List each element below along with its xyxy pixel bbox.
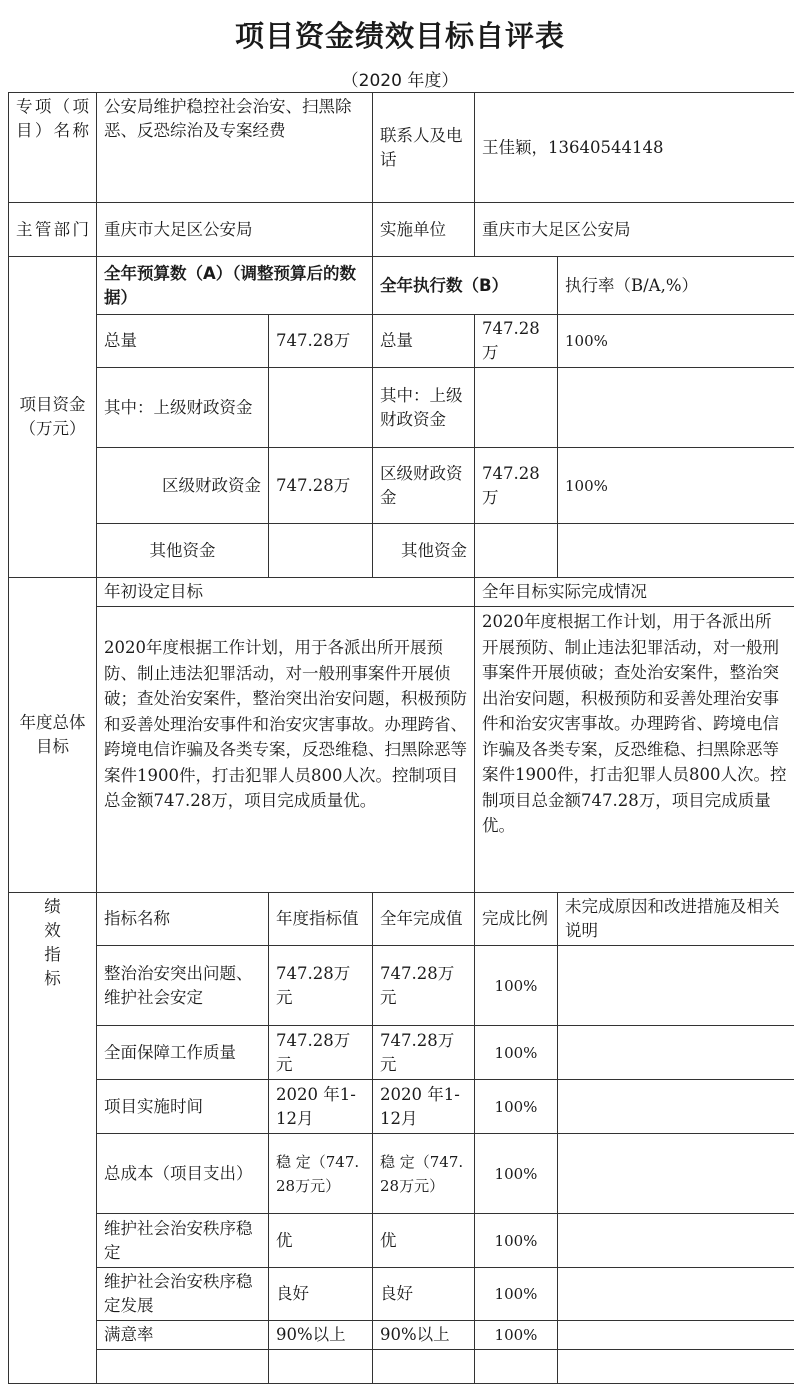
funds-row-budget — [269, 368, 373, 448]
empty-row — [9, 1350, 795, 1384]
dept-label: 主管部门 — [9, 203, 97, 257]
evaluation-table — [8, 92, 794, 1384]
indicator-note — [558, 1134, 795, 1214]
project-name-label: 专项（项目）名称 — [9, 93, 97, 203]
indicator-note — [558, 1026, 795, 1080]
goals-actual-header: 全年目标实际完成情况 — [475, 578, 795, 607]
indicator-done-header: 全年完成值 — [373, 893, 475, 946]
evaluation-form — [8, 92, 794, 1394]
funds-row-exec-label: 区级财政资金 — [373, 448, 475, 524]
indicator-name: 项目实施时间 — [97, 1080, 269, 1134]
contact-label: 联系人及电话 — [373, 93, 475, 203]
goals-actual-text: 2020年度根据工作计划，用于各派出所开展预防、制止违法犯罪活动，对一般刑事案件开展侦破；查处治安案件，整治突出治安问题，积极预防和妥善处理治安事件和治安灾害事故。办理跨省、跨境电信诈骗及各类专案，反恐维稳、扫黑除恶等案件1900件，打击犯罪人员800人次。控制项目总金额747.28万，项目完成质量优。 — [475, 607, 795, 893]
indicator-target: 90%以上 — [269, 1321, 373, 1350]
impl-label: 实施单位 — [373, 203, 475, 257]
indicator-target: 优 — [269, 1214, 373, 1268]
indicator-row — [9, 1214, 795, 1268]
indicators-label-char: 指 — [44, 945, 61, 964]
indicator-done: 优 — [373, 1214, 475, 1268]
indicator-target-header: 年度指标值 — [269, 893, 373, 946]
empty-cell — [269, 1350, 373, 1384]
indicator-note — [558, 1080, 795, 1134]
contact-value: 王佳颖，13640544148 — [475, 93, 795, 203]
goals-section-label: 年度总体目标 — [9, 578, 97, 893]
indicators-label-char: 标 — [44, 969, 61, 988]
funds-row-rate: 100% — [558, 315, 795, 368]
indicator-ratio: 100% — [475, 1321, 558, 1350]
indicators-label-char: 绩 — [44, 897, 61, 916]
funds-row-exec: 747.28万 — [475, 315, 558, 368]
funds-row-rate: 100% — [558, 448, 795, 524]
indicators-section-label — [9, 893, 97, 1384]
indicator-note — [558, 946, 795, 1026]
indicator-target: 747.28万元 — [269, 946, 373, 1026]
indicator-row — [9, 1080, 795, 1134]
indicator-name: 维护社会治安秩序稳定 — [97, 1214, 269, 1268]
funds-row-exec-label: 总量 — [373, 315, 475, 368]
project-name-value: 公安局维护稳控社会治安、扫黑除恶、反恐综治及专案经费 — [97, 93, 373, 203]
indicator-done: 90%以上 — [373, 1321, 475, 1350]
goals-set-header: 年初设定目标 — [97, 578, 475, 607]
funds-row-exec — [475, 524, 558, 578]
indicator-name: 维护社会治安秩序稳定发展 — [97, 1268, 269, 1321]
report-year: （2020 年度） — [341, 71, 459, 91]
indicator-name: 满意率 — [97, 1321, 269, 1350]
goals-set-text: 2020年度根据工作计划，用于各派出所开展预防、制止违法犯罪活动，对一般刑事案件开展侦破；查处治安案件，整治突出治安问题，积极预防和妥善处理治安事件和治安灾害事故。办理跨省、跨境电信诈骗及各类专案，反恐维稳、扫黑除恶等案件1900件，打击犯罪人员800人次。控制项目总金额747.28万，项目完成质量优。 — [97, 607, 475, 893]
indicator-row — [9, 1134, 795, 1214]
funds-rate-header: 执行率（B/A,%） — [558, 257, 795, 315]
indicator-ratio: 100% — [475, 1268, 558, 1321]
indicator-row — [9, 1321, 795, 1350]
indicator-row — [9, 1268, 795, 1321]
funds-row — [9, 315, 795, 368]
funds-row-label: 总量 — [97, 315, 269, 368]
indicator-ratio: 100% — [475, 1080, 558, 1134]
indicator-ratio: 100% — [475, 946, 558, 1026]
indicator-note — [558, 1321, 795, 1350]
empty-cell — [373, 1350, 475, 1384]
indicator-note-header: 未完成原因和改进措施及相关说明 — [558, 893, 795, 946]
page-title: 项目资金绩效目标自评表 — [234, 19, 565, 53]
funds-row-exec-label: 其他资金 — [373, 524, 475, 578]
funds-row-budget — [269, 524, 373, 578]
funds-row-exec: 747.28万 — [475, 448, 558, 524]
indicator-done: 747.28万元 — [373, 946, 475, 1026]
indicator-ratio: 100% — [475, 1214, 558, 1268]
funds-budget-header: 全年预算数（A）（调整预算后的数据） — [97, 257, 373, 315]
funds-row-exec — [475, 368, 558, 448]
indicators-label-char: 效 — [44, 921, 61, 940]
funds-row — [9, 448, 795, 524]
funds-row-rate — [558, 368, 795, 448]
funds-row-budget: 747.28万 — [269, 448, 373, 524]
funds-row-rate — [558, 524, 795, 578]
indicator-ratio-header: 完成比例 — [475, 893, 558, 946]
indicator-ratio: 100% — [475, 1026, 558, 1080]
indicator-target: 747.28万元 — [269, 1026, 373, 1080]
indicator-note — [558, 1214, 795, 1268]
goals-content-row — [9, 607, 795, 893]
indicator-done: 良好 — [373, 1268, 475, 1321]
funds-row-label: 其中：上级财政资金 — [97, 368, 269, 448]
goals-header-row — [9, 578, 795, 607]
indicator-row — [9, 1026, 795, 1080]
indicators-header-row — [9, 893, 795, 946]
funds-row-label: 区级财政资金 — [97, 448, 269, 524]
empty-cell — [558, 1350, 795, 1384]
funds-header-row — [9, 257, 795, 315]
indicator-row — [9, 946, 795, 1026]
indicator-ratio: 100% — [475, 1134, 558, 1214]
indicator-done: 稳 定（747.28万元） — [373, 1134, 475, 1214]
funds-row — [9, 368, 795, 448]
indicator-name: 全面保障工作质量 — [97, 1026, 269, 1080]
indicator-note — [558, 1268, 795, 1321]
indicator-target: 良好 — [269, 1268, 373, 1321]
funds-row — [9, 524, 795, 578]
impl-value: 重庆市大足区公安局 — [475, 203, 795, 257]
funds-section-label: 项目资金（万元） — [9, 257, 97, 578]
indicator-name: 整治治安突出问题、维护社会安定 — [97, 946, 269, 1026]
funds-row-exec-label: 其中：上级财政资金 — [373, 368, 475, 448]
indicator-target: 2020 年1-12月 — [269, 1080, 373, 1134]
department-row — [9, 203, 795, 257]
indicator-done: 747.28万元 — [373, 1026, 475, 1080]
indicator-target: 稳 定（747.28万元） — [269, 1134, 373, 1214]
indicator-name-header: 指标名称 — [97, 893, 269, 946]
funds-row-budget: 747.28万 — [269, 315, 373, 368]
dept-value: 重庆市大足区公安局 — [97, 203, 373, 257]
funds-row-label: 其他资金 — [97, 524, 269, 578]
indicator-done: 2020 年1-12月 — [373, 1080, 475, 1134]
empty-cell — [475, 1350, 558, 1384]
funds-exec-header: 全年执行数（B） — [373, 257, 558, 315]
project-name-row — [9, 93, 795, 203]
indicator-name: 总成本（项目支出） — [97, 1134, 269, 1214]
empty-cell — [97, 1350, 269, 1384]
